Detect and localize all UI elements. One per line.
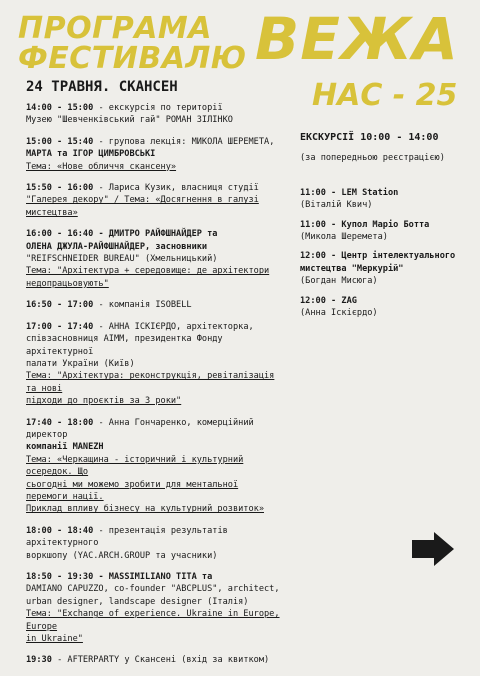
topic: сьогодні ми можемо зробити для ментальної перемоги нації. (26, 479, 239, 502)
tour-guide: (Віталій Квич) (300, 200, 373, 211)
line: воркшопу (YAC.ARCH.GROUP та учасники) (26, 550, 218, 561)
topic: in Ukraine" (26, 634, 83, 645)
line: МАРТА та ІГОР ЦИМБРОВСЬКІ (26, 149, 156, 160)
schedule-item (26, 321, 284, 408)
schedule-item (26, 525, 284, 562)
topic: підходи до проєктів за 3 роки" (26, 396, 182, 407)
next-arrow-icon[interactable] (410, 530, 456, 568)
line: - екскурсія по території (98, 103, 223, 113)
line: - ДМИТРО РАЙФШНАЙДЕР та (98, 229, 218, 240)
line: urban designer, landscape designer (Італія) (26, 596, 249, 607)
topic: Тема: "Архітектура + середовище: де архітектори (26, 266, 270, 277)
time: 15:50 - 16:00 (26, 183, 94, 194)
time: 15:00 - 15:40 (26, 136, 94, 147)
line: - AFTERPARTY у Скансені (вхід за квитком) (57, 655, 270, 666)
tour-name: 12:00 - Центр інтелектуального мистецтва "Меркурій" (300, 251, 456, 274)
time: 18:00 - 18:40 (26, 525, 94, 536)
tour-guide: (Богдан Мисюга) (300, 276, 378, 287)
topic: Тема: "Exchange of experience. Ukraine in Europe, Europe (26, 609, 280, 632)
title-line-1: ПРОГРАМА (18, 11, 212, 46)
time: 19:30 (26, 655, 52, 666)
line: DAMIANO CAPUZZO, co-founder "ABCPLUS", architect, (26, 584, 280, 595)
tour-guide: (Микола Шеремета) (300, 232, 388, 243)
festival-program-title (18, 11, 247, 76)
line: - Анна Гончаренко, комерційний директор (26, 417, 254, 440)
tour-name: 11:00 - Купол Маріо Ботта (300, 219, 430, 230)
brand-title: ВЕЖА (255, 5, 459, 73)
line: компанії MANEZH (26, 442, 104, 453)
time: 18:50 - 19:30 (26, 572, 94, 582)
tour-item (300, 219, 470, 244)
line: - АННА ІСКІЄРДО, архітекторка, (98, 321, 254, 332)
title-line-2: ФЕСТИВАЛЮ (18, 41, 247, 76)
brand-subtitle: НАС - 25 (312, 78, 458, 113)
schedule-item (26, 654, 284, 666)
topic: Тема: "Архітектура: реконструкція, ревіталізація та нові (26, 371, 275, 394)
schedule-item (26, 182, 284, 219)
line: Музею "Шевченківський гай" РОМАН ЗІЛІНКО (26, 115, 233, 126)
line: - презентація результатів архітектурного (26, 525, 228, 549)
schedule-item (26, 299, 284, 311)
topic: Тема: «Черкащина - історичний і культурний осередок. Що (26, 454, 244, 478)
topic: недопрацьовують" (26, 278, 109, 289)
tour-item (300, 250, 470, 287)
line: "REIFSCHNEIDER BUREAU" (Хмельницький) (26, 254, 218, 265)
topic: Тема: «Нове обличчя скансену» (26, 161, 177, 172)
schedule-list (26, 102, 284, 676)
time: 16:00 - 16:40 (26, 229, 94, 240)
line: - MASSIMILIANO TITA та (98, 572, 213, 582)
line: - групова лекція: МИКОЛА ШЕРЕМЕТА, (98, 136, 275, 147)
excursions-panel (300, 132, 470, 326)
tour-item (300, 187, 470, 212)
line: - компанія ISOBELL (98, 300, 192, 311)
schedule-item (26, 102, 284, 127)
line: палати України (Київ) (26, 358, 135, 369)
excursions-note: (за попередньою реєстрацією) (300, 153, 445, 164)
time: 17:40 - 18:00 (26, 417, 94, 428)
line: співзасновниця AIMM, президентка Фонду архітектурної (26, 334, 223, 357)
tour-name: 11:00 - LEM Station (300, 187, 399, 198)
excursions-title: ЕКСКУРСІЇ 10:00 - 14:00 (300, 132, 439, 143)
tour-item (300, 295, 470, 320)
topic: "Галерея декору" / Тема: «Досягнення в галузі мистецтва» (26, 195, 259, 218)
topic: Приклад впливу бізнесу на культурний розвиток» (26, 504, 264, 515)
line: - Лариса Кузик, власниця студії (98, 183, 259, 194)
schedule-item (26, 228, 284, 290)
time: 16:50 - 17:00 (26, 300, 94, 311)
schedule-item (26, 417, 284, 516)
tour-name: 12:00 - ZAG (300, 295, 357, 306)
schedule-item (26, 571, 284, 645)
schedule-item (26, 136, 284, 173)
time: 14:00 - 15:00 (26, 103, 94, 113)
time: 17:00 - 17:40 (26, 321, 94, 332)
date-heading: 24 ТРАВНЯ. СКАНСЕН (26, 79, 178, 95)
tour-guide: (Анна Іскієрдо) (300, 308, 378, 319)
line: ОЛЕНА ДЖУЛА-РАЙФШНАЙДЕР, засновники (26, 241, 208, 252)
